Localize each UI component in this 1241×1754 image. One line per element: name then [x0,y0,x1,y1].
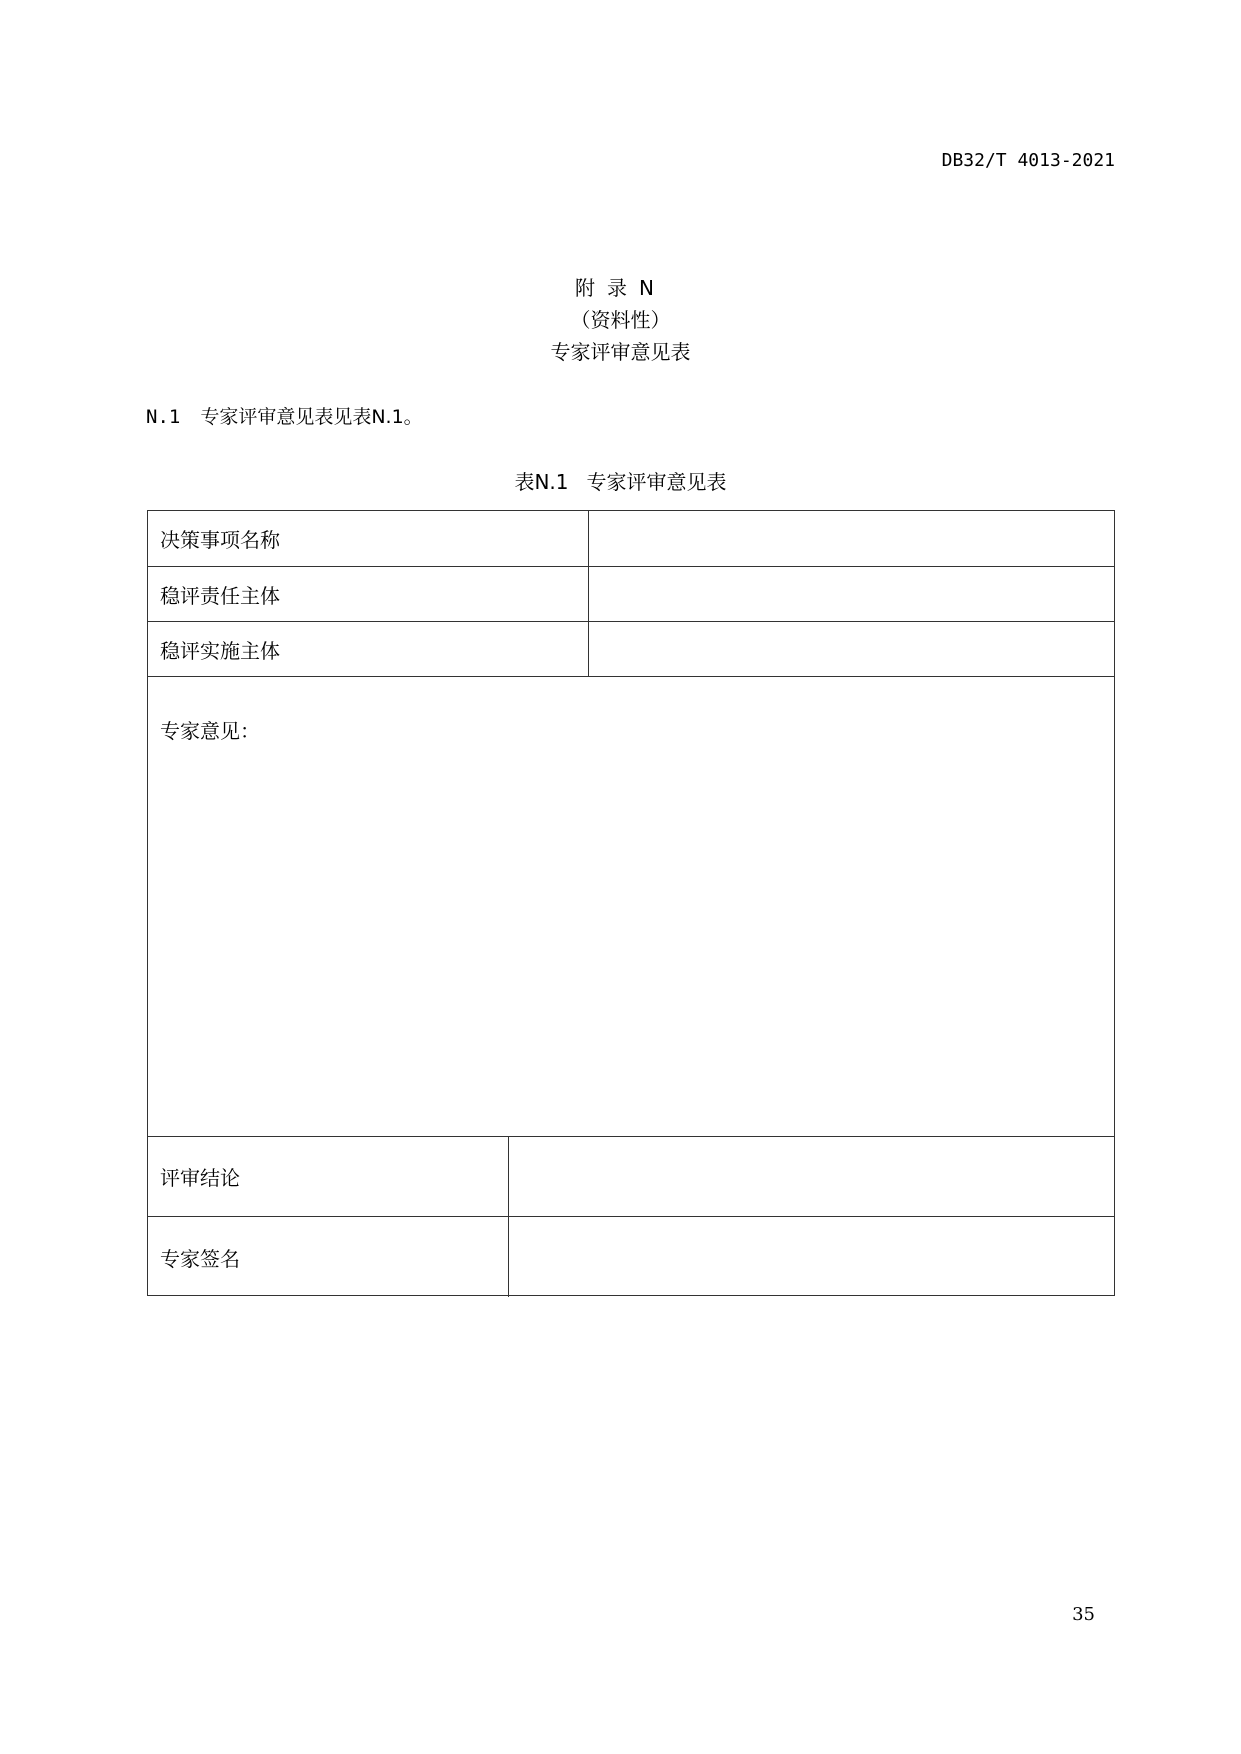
decision-item-label: 决策事项名称 [148,511,589,566]
expert-opinion-label: 专家意见： [160,719,260,743]
page-number: 35 [1072,1604,1095,1625]
review-conclusion-label: 评审结论 [148,1137,509,1216]
standard-code: DB32/T 4013-2021 [941,150,1115,171]
appendix-name: 专家评审意见表 [550,340,691,364]
clause-text: 专家评审意见表见表N.1。 [200,406,423,428]
expert-review-table [147,510,1115,1296]
decision-item-value[interactable] [589,511,1114,566]
appendix-title: 附录N [575,276,666,300]
table-caption-number: 表N.1 [514,470,569,494]
implementing-entity-value[interactable] [589,622,1114,676]
table-row [148,1217,1114,1297]
table-row [148,1137,1114,1217]
table-row [148,567,1114,622]
responsible-entity-label: 稳评责任主体 [148,567,589,621]
table-caption [0,466,1241,495]
expert-signature-value[interactable] [509,1217,1114,1297]
clause-number: N.1 [146,406,181,428]
review-conclusion-value[interactable] [509,1137,1114,1216]
table-caption-title: 专家评审意见表 [586,470,727,494]
table-row [148,511,1114,567]
expert-opinion-area[interactable] [148,677,1114,1137]
implementing-entity-label: 稳评实施主体 [148,622,589,676]
clause-n1 [146,402,423,429]
table-row [148,622,1114,677]
appendix-type: （资料性） [570,308,671,332]
responsible-entity-value[interactable] [589,567,1114,621]
expert-signature-label: 专家签名 [148,1217,509,1297]
